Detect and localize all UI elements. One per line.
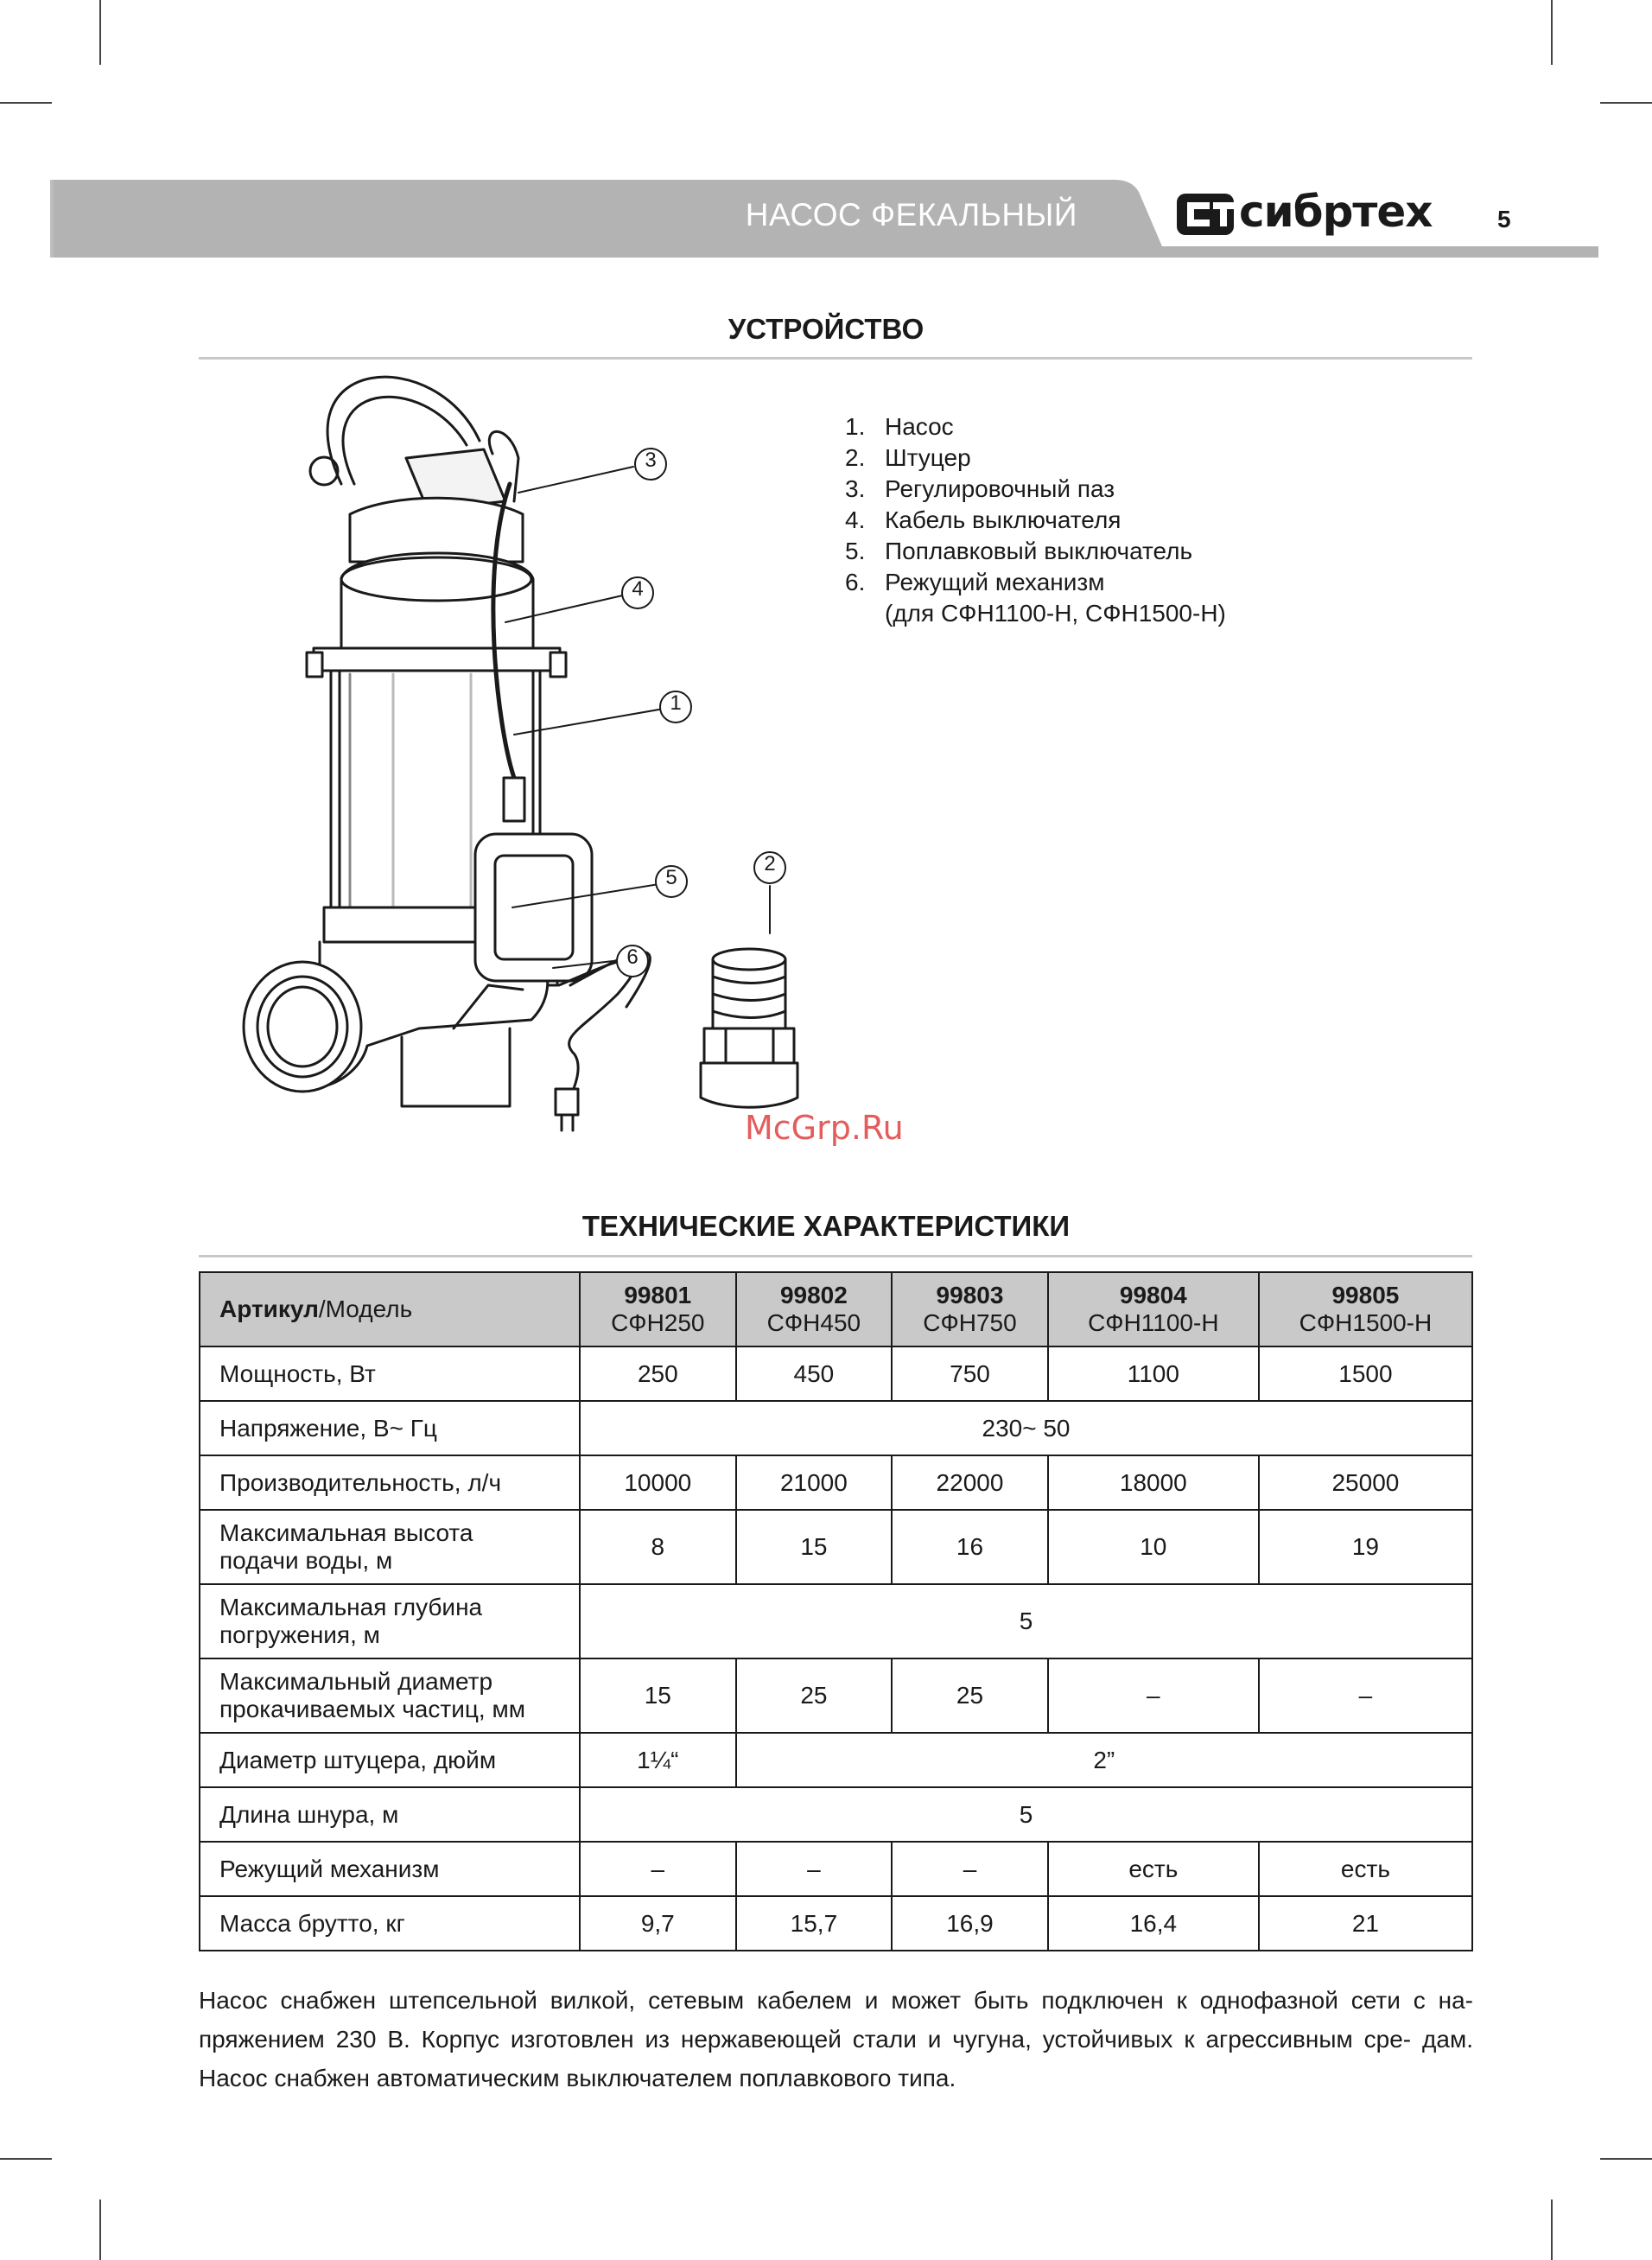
pump-illustration	[220, 363, 929, 1184]
table-cell: –	[580, 1842, 736, 1896]
specs-table	[199, 1271, 1473, 1951]
callout-label-6: 6	[626, 945, 639, 969]
table-cell: 450	[736, 1346, 893, 1401]
row-label: Длина шнура, м	[200, 1787, 580, 1842]
table-cell: 21	[1259, 1896, 1472, 1951]
table-cell: есть	[1048, 1842, 1259, 1896]
row-label: Напряжение, В~ Гц	[200, 1401, 580, 1455]
parts-legend	[845, 411, 1226, 629]
brand-name: сибртех	[1239, 187, 1433, 237]
callout-label-2: 2	[764, 852, 776, 875]
legend-item: 6. Режущий механизм	[845, 569, 1105, 595]
description-line: пряжением 230 В. Корпус изготовлен из нержавеющей стали и чугуна, устойчивых к агрессивным сре-	[199, 2026, 1412, 2053]
table-cell-merged: 230~ 50	[580, 1401, 1472, 1455]
table-cell: 19	[1259, 1510, 1472, 1584]
table-cell: 25000	[1259, 1455, 1472, 1510]
table-cell: есть	[1259, 1842, 1472, 1896]
table-cell: 250	[580, 1346, 736, 1401]
table-cell: –	[1259, 1658, 1472, 1733]
table-cell: 18000	[1048, 1455, 1259, 1510]
row-label: Производительность, л/ч	[200, 1455, 580, 1510]
section-divider	[199, 357, 1472, 360]
model-header-cell: 99804 СФН1100-Н	[1048, 1272, 1259, 1346]
table-row	[200, 1733, 1472, 1787]
header-label-cell: Артикул/Модель	[200, 1272, 580, 1346]
section-divider	[199, 1255, 1472, 1257]
crop-mark	[1600, 2158, 1652, 2160]
table-cell: 25	[892, 1658, 1048, 1733]
row-label: Диаметр штуцера, дюйм	[200, 1733, 580, 1787]
table-cell: 15	[736, 1510, 893, 1584]
row-label: Максимальный диаметр прокачиваемых частиц, мм	[200, 1658, 580, 1733]
table-cell: 16,4	[1048, 1896, 1259, 1951]
table-row	[200, 1401, 1472, 1455]
row-label: Максимальная глубина погружения, м	[200, 1584, 580, 1658]
table-cell: 1¼“	[580, 1733, 736, 1787]
device-section-title: УСТРОЙСТВО	[728, 313, 924, 345]
table-cell: 16	[892, 1510, 1048, 1584]
description-line: Насос снабжен штепсельной вилкой, сетевым кабелем и может быть подключен к однофазной сети с на-	[199, 1987, 1473, 2014]
table-cell: 9,7	[580, 1896, 736, 1951]
table-cell: –	[736, 1842, 893, 1896]
specs-section-title: ТЕХНИЧЕСКИЕ ХАРАКТЕРИСТИКИ	[581, 1210, 1071, 1242]
table-cell: 1500	[1259, 1346, 1472, 1401]
legend-item: 2. Штуцер	[845, 444, 971, 471]
watermark: McGrp.Ru	[745, 1109, 904, 1147]
row-label: Масса брутто, кг	[200, 1896, 580, 1951]
description-line: дам. Насос снабжен автоматическим выключателем поплавкового типа.	[199, 2026, 1473, 2091]
table-cell-merged: 2”	[736, 1733, 1472, 1787]
legend-item: 4. Кабель выключателя	[845, 506, 1121, 533]
row-label: Мощность, Вт	[200, 1346, 580, 1401]
brand-logo	[1177, 188, 1445, 240]
legend-item: 5. Поплавковый выключатель	[845, 538, 1193, 564]
table-cell: 750	[892, 1346, 1048, 1401]
table-cell: 22000	[892, 1455, 1048, 1510]
table-row	[200, 1346, 1472, 1401]
callout-label-3: 3	[645, 449, 657, 472]
row-label: Максимальная высота подачи воды, м	[200, 1510, 580, 1584]
table-cell: 1100	[1048, 1346, 1259, 1401]
model-header-cell: 99803 СФН750	[892, 1272, 1048, 1346]
table-row	[200, 1584, 1472, 1658]
table-cell: –	[892, 1842, 1048, 1896]
crop-mark	[99, 2200, 101, 2260]
callout-label-5: 5	[665, 866, 677, 889]
table-row	[200, 1842, 1472, 1896]
table-row	[200, 1510, 1472, 1584]
model-header-cell: 99805 СФН1500-Н	[1259, 1272, 1472, 1346]
page-number: 5	[1497, 206, 1511, 232]
model-header-cell: 99802 СФН450	[736, 1272, 893, 1346]
legend-item: 3. Регулировочный паз	[845, 475, 1115, 502]
row-label: Режущий механизм	[200, 1842, 580, 1896]
brand-mark-icon	[1177, 192, 1237, 237]
callout-label-4: 4	[632, 577, 644, 601]
legend-item-note: (для СФН1100-Н, СФН1500-Н)	[885, 600, 1226, 627]
crop-mark	[0, 2158, 52, 2160]
table-header-row	[200, 1272, 1472, 1346]
table-cell: 15,7	[736, 1896, 893, 1951]
crop-mark	[1551, 2200, 1553, 2260]
legend-item: 1. Насос	[845, 413, 954, 440]
table-row	[200, 1896, 1472, 1951]
table-cell: 21000	[736, 1455, 893, 1510]
table-cell-merged: 5	[580, 1787, 1472, 1842]
table-cell: 16,9	[892, 1896, 1048, 1951]
table-cell: 15	[580, 1658, 736, 1733]
table-cell: 25	[736, 1658, 893, 1733]
model-header-cell: 99801 СФН250	[580, 1272, 736, 1346]
table-cell: 8	[580, 1510, 736, 1584]
table-cell: 10000	[580, 1455, 736, 1510]
table-row	[200, 1787, 1472, 1842]
table-cell-merged: 5	[580, 1584, 1472, 1658]
header-title: НАСОС ФЕКАЛЬНЫЙ	[745, 197, 1077, 232]
description-paragraph	[199, 1981, 1473, 2098]
table-row	[200, 1658, 1472, 1733]
table-row	[200, 1455, 1472, 1510]
table-cell: 10	[1048, 1510, 1259, 1584]
callout-label-1: 1	[670, 691, 682, 715]
table-cell: –	[1048, 1658, 1259, 1733]
